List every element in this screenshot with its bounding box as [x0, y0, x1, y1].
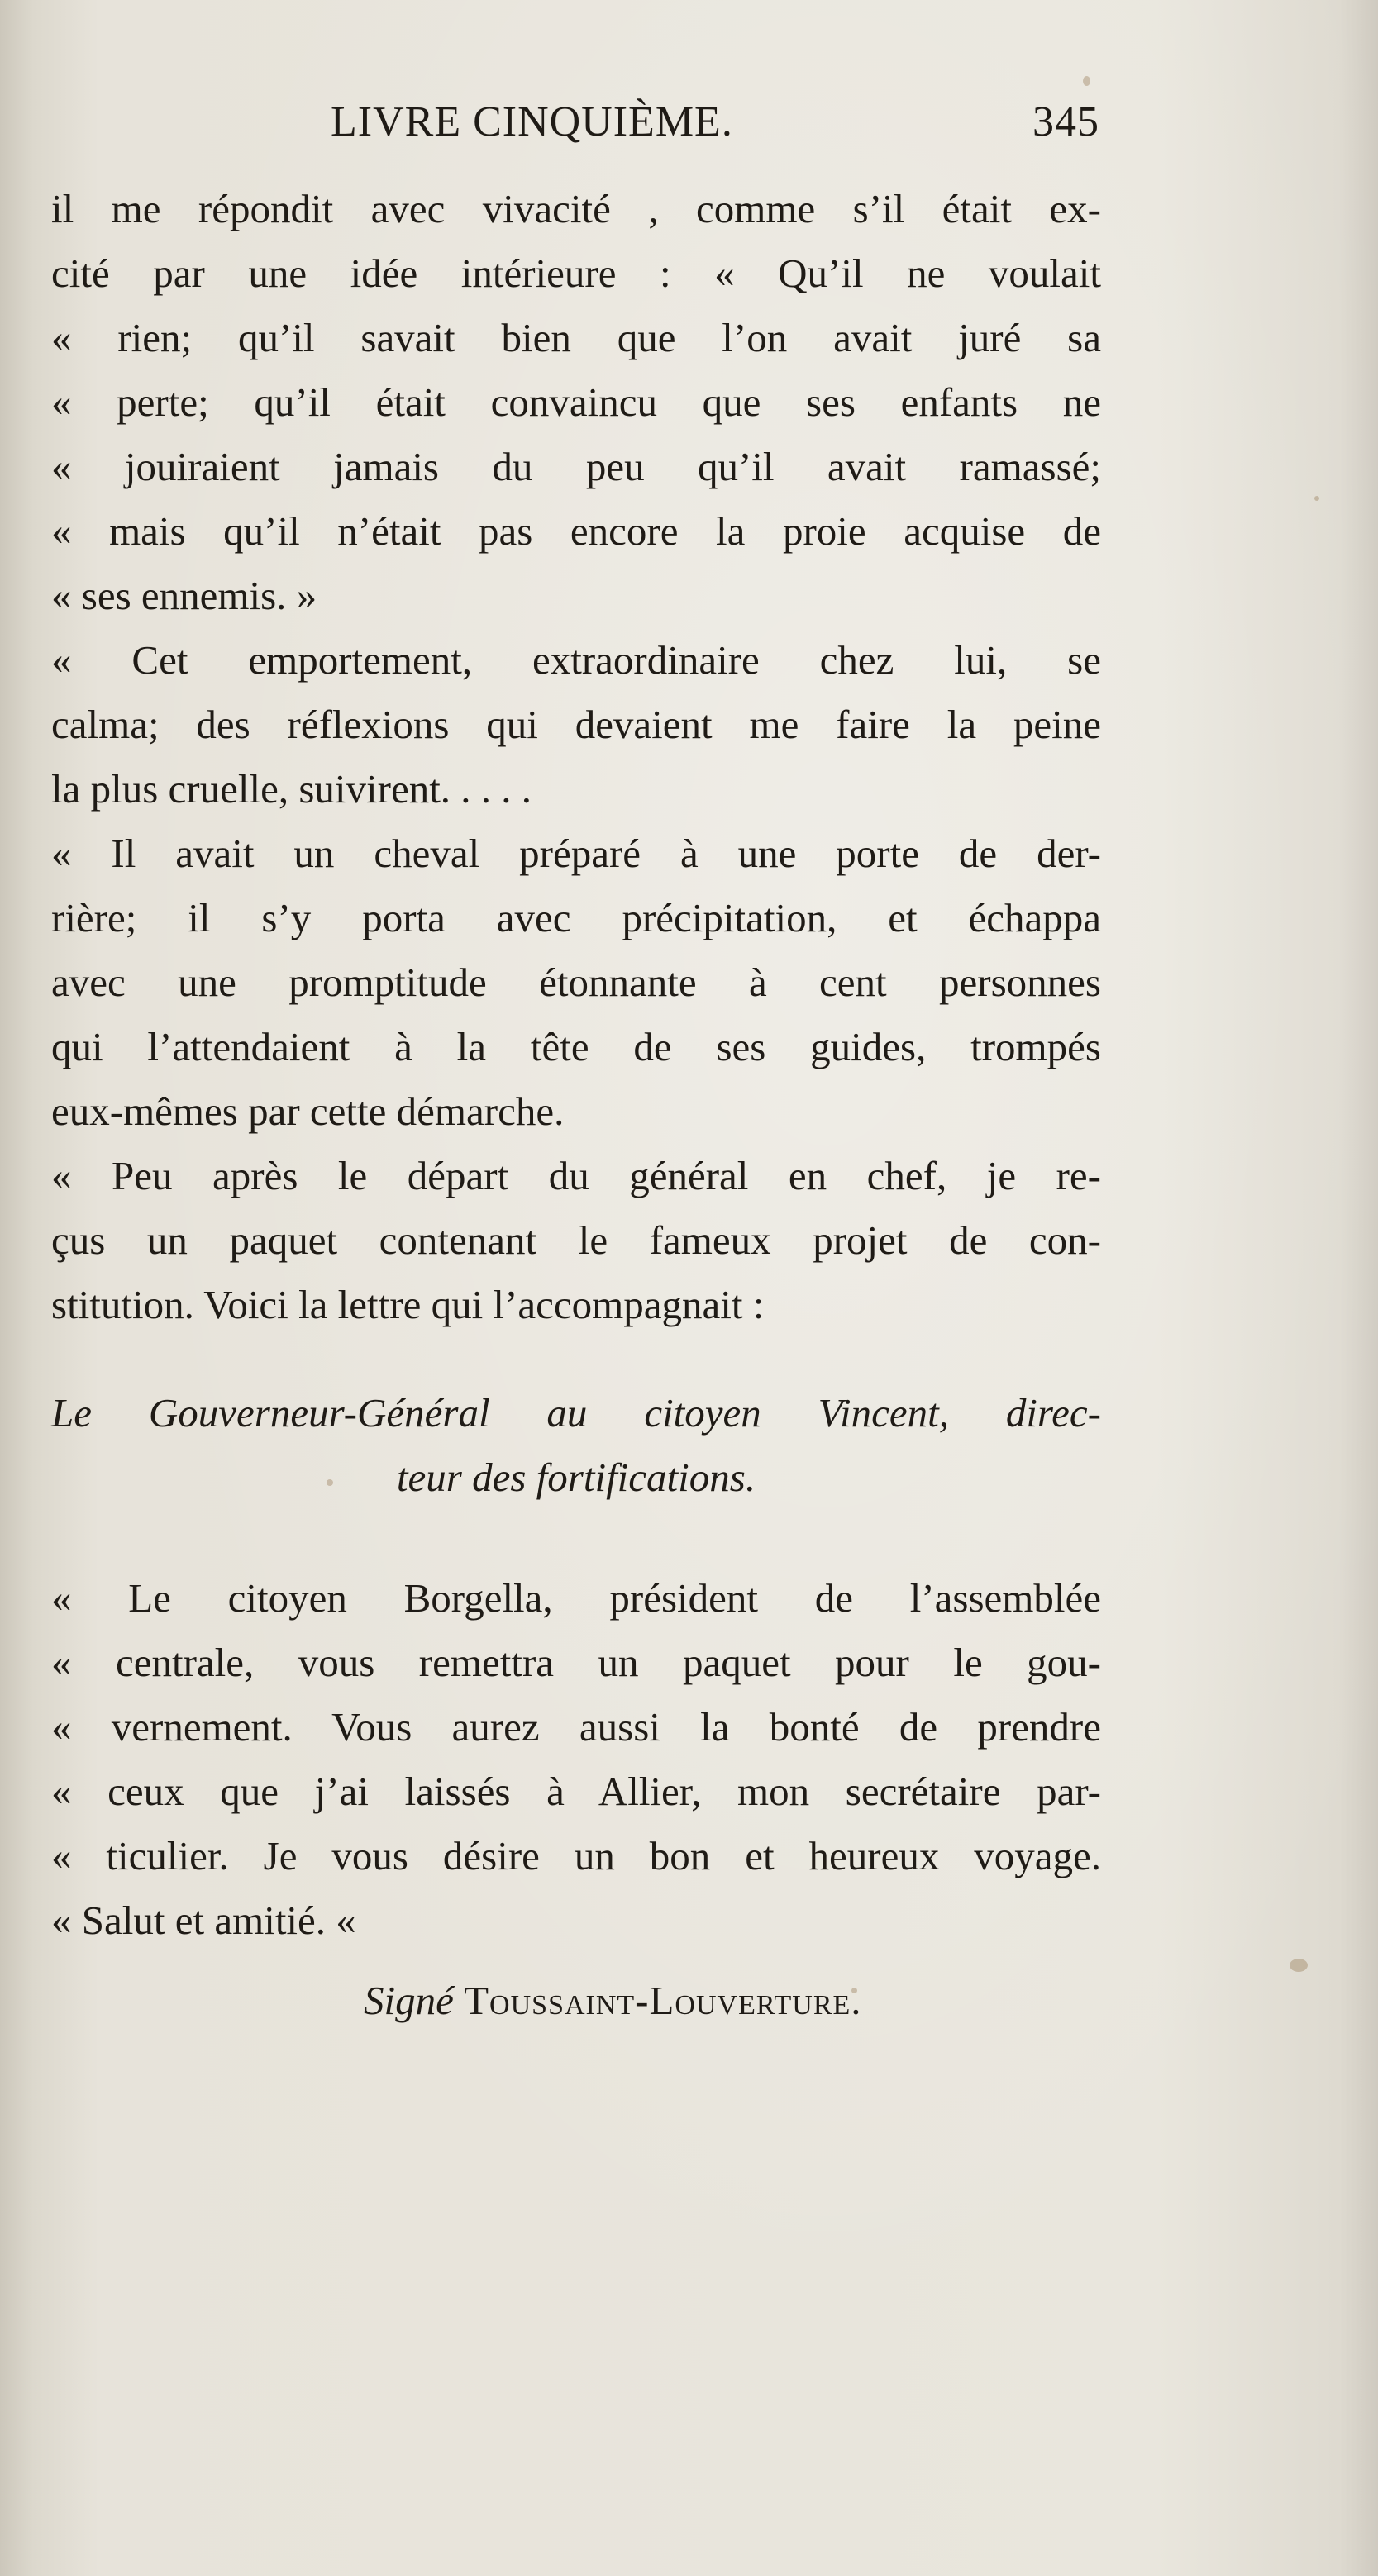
signature-label: Signé	[364, 1978, 454, 2023]
body-line: avec une promptitude étonnante à cent personnes	[51, 959, 1101, 1005]
body-line: çus un paquet contenant le fameux projet de con-	[51, 1217, 1101, 1263]
body-line: qui l’attendaient à la tête de ses guides, trompés	[51, 1024, 1101, 1069]
signature-name: Toussaint-Louverture.	[464, 1978, 862, 2023]
letter-heading: Le Gouverneur-Général au citoyen Vincent, direc-	[51, 1390, 1101, 1436]
body-line: rière; il s’y porta avec précipitation, et échappa	[51, 895, 1101, 940]
body-line: eux-mêmes par cette démarche.	[51, 1088, 565, 1134]
body-line: il me répondit avec vivacité , comme s’il était ex-	[51, 186, 1101, 231]
letter-line: « ticulier. Je vous désire un bon et heureux voyage.	[51, 1833, 1101, 1878]
body-line: « mais qu’il n’était pas encore la proie acquise de	[51, 508, 1101, 554]
running-head	[331, 98, 1099, 164]
letter-line: « vernement. Vous aurez aussi la bonté de prendre	[51, 1704, 1101, 1750]
letter-line: « Le citoyen Borgella, président de l’assemblée	[51, 1575, 1101, 1621]
body-line: stitution. Voici la lettre qui l’accompagnait :	[51, 1282, 765, 1327]
letter-line: « ceux que j’ai laissés à Allier, mon secrétaire par-	[51, 1769, 1101, 1814]
foxing-spot	[1083, 76, 1090, 86]
body-line: « Peu après le départ du général en chef, je re-	[51, 1153, 1101, 1198]
body-line: « Cet emportement, extraordinaire chez lui, se	[51, 637, 1101, 683]
letter-line: « centrale, vous remettra un paquet pour le gou-	[51, 1640, 1101, 1685]
body-line: « ses ennemis. »	[51, 573, 317, 618]
body-line: la plus cruelle, suivirent. . . . .	[51, 766, 532, 812]
page-number: 345	[1032, 98, 1099, 145]
letter-heading: teur des fortifications.	[396, 1455, 756, 1500]
body-line: calma; des réflexions qui devaient me faire la peine	[51, 702, 1101, 747]
body-line: « rien; qu’il savait bien que l’on avait juré sa	[51, 315, 1101, 360]
body-line: cité par une idée intérieure : « Qu’il ne voulait	[51, 250, 1101, 296]
body-line: « perte; qu’il était convaincu que ses enfants ne	[51, 379, 1101, 425]
body-line: « jouiraient jamais du peu qu’il avait ramassé;	[51, 444, 1101, 489]
foxing-spot	[1314, 496, 1319, 501]
body-line: « Il avait un cheval préparé à une porte de der-	[51, 831, 1101, 876]
chapter-title: LIVRE CINQUIÈME.	[331, 98, 733, 145]
foxing-spot	[1290, 1959, 1308, 1972]
letter-line: « Salut et amitié. «	[51, 1897, 356, 1943]
signature	[364, 1977, 1108, 2024]
